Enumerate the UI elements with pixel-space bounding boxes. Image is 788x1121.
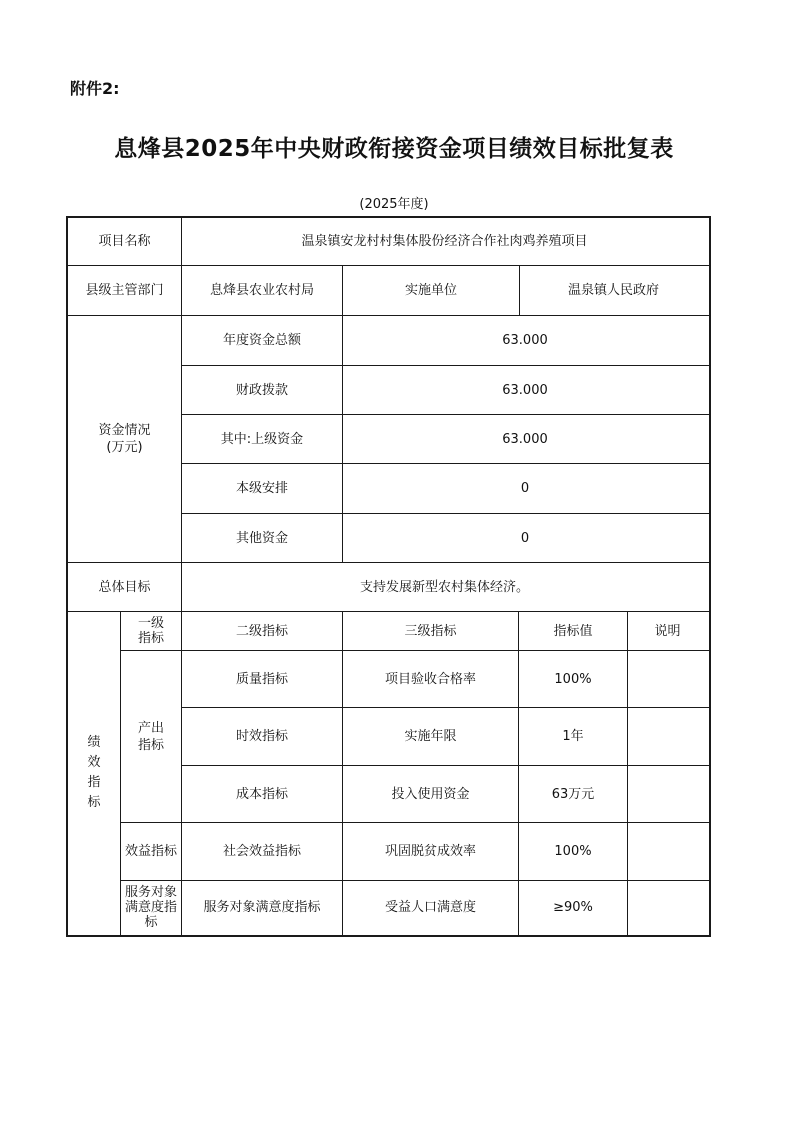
satisfaction-level2: 服务对象满意度指标: [203, 899, 321, 915]
fund-fiscal-label: 财政拨款: [235, 382, 288, 398]
quality-level2: 质量指标: [235, 671, 288, 687]
funds-label-line2: (万元): [106, 440, 143, 455]
output-indicator-label: [121, 651, 181, 822]
quality-level3: 项目验收合格率: [384, 671, 476, 687]
output-label-line1: 产出: [137, 720, 164, 736]
project-name-label: 项目名称: [98, 234, 151, 249]
benefit-level2: 社会效益指标: [222, 844, 301, 859]
header-note: 说明: [654, 623, 681, 639]
benefit-level1: 效益指标: [124, 844, 177, 859]
satisfaction-line1: 服务对象: [124, 884, 177, 900]
quality-value: 100%: [554, 671, 592, 687]
project-name-value: 温泉镇安龙村村集体股份经济合作社肉鸡养殖项目: [301, 234, 588, 249]
fund-other-value: 0: [520, 530, 530, 546]
satisfaction-level1: [121, 881, 181, 933]
header-level1: [121, 612, 181, 650]
satisfaction-line2: 满意度指: [124, 899, 177, 915]
benefit-level3: 巩固脱贫成效率: [384, 844, 476, 859]
goal-label: 总体目标: [98, 579, 151, 595]
funds-label-line1: 资金情况: [98, 423, 151, 438]
table-line: [627, 611, 628, 935]
performance-char: 效: [87, 754, 101, 770]
fund-superior-label: 其中:上级资金: [220, 431, 304, 447]
fund-total-label: 年度资金总额: [222, 333, 301, 348]
fund-other-label: 其他资金: [235, 530, 288, 546]
timeliness-level2: 时效指标: [235, 729, 288, 744]
goal-value: 支持发展新型农村集体经济。: [359, 579, 529, 595]
fiscal-year: (2025年度): [359, 197, 429, 212]
satisfaction-level3: 受益人口满意度: [384, 899, 476, 915]
header-level2: 二级指标: [235, 623, 288, 639]
header-value: 指标值: [553, 623, 593, 639]
fund-superior-value: 63.000: [502, 431, 548, 447]
fund-local-label: 本级安排: [235, 481, 288, 496]
department-label: 县级主管部门: [85, 283, 164, 298]
header-level1-line2: 指标: [137, 631, 164, 646]
performance-label: [68, 612, 120, 933]
output-label-line2: 指标: [137, 737, 164, 753]
performance-char: 指: [87, 774, 101, 790]
cost-level2: 成本指标: [235, 786, 288, 802]
implementer-label: 实施单位: [404, 283, 457, 298]
performance-char: 标: [87, 794, 101, 810]
department-value: 息烽县农业农村局: [209, 283, 314, 298]
fund-local-value: 0: [520, 481, 530, 496]
timeliness-value: 1年: [562, 729, 584, 744]
attachment-label: 附件2:: [70, 79, 120, 98]
header-level3: 三级指标: [404, 623, 457, 639]
satisfaction-value: ≥90%: [553, 899, 593, 915]
page-title: 息烽县2025年中央财政衔接资金项目绩效目标批复表: [114, 136, 674, 162]
cost-level3: 投入使用资金: [391, 786, 470, 802]
fund-total-value: 63.000: [502, 333, 548, 348]
header-level1-line1: 一级: [137, 616, 164, 631]
satisfaction-line3: 标: [144, 914, 158, 930]
timeliness-level3: 实施年限: [404, 729, 457, 744]
implementer-value: 温泉镇人民政府: [567, 283, 659, 298]
funds-label: [68, 316, 181, 562]
fund-fiscal-value: 63.000: [502, 382, 548, 398]
cost-value: 63万元: [551, 786, 595, 802]
benefit-value: 100%: [554, 844, 592, 859]
performance-char: 绩: [87, 734, 101, 750]
